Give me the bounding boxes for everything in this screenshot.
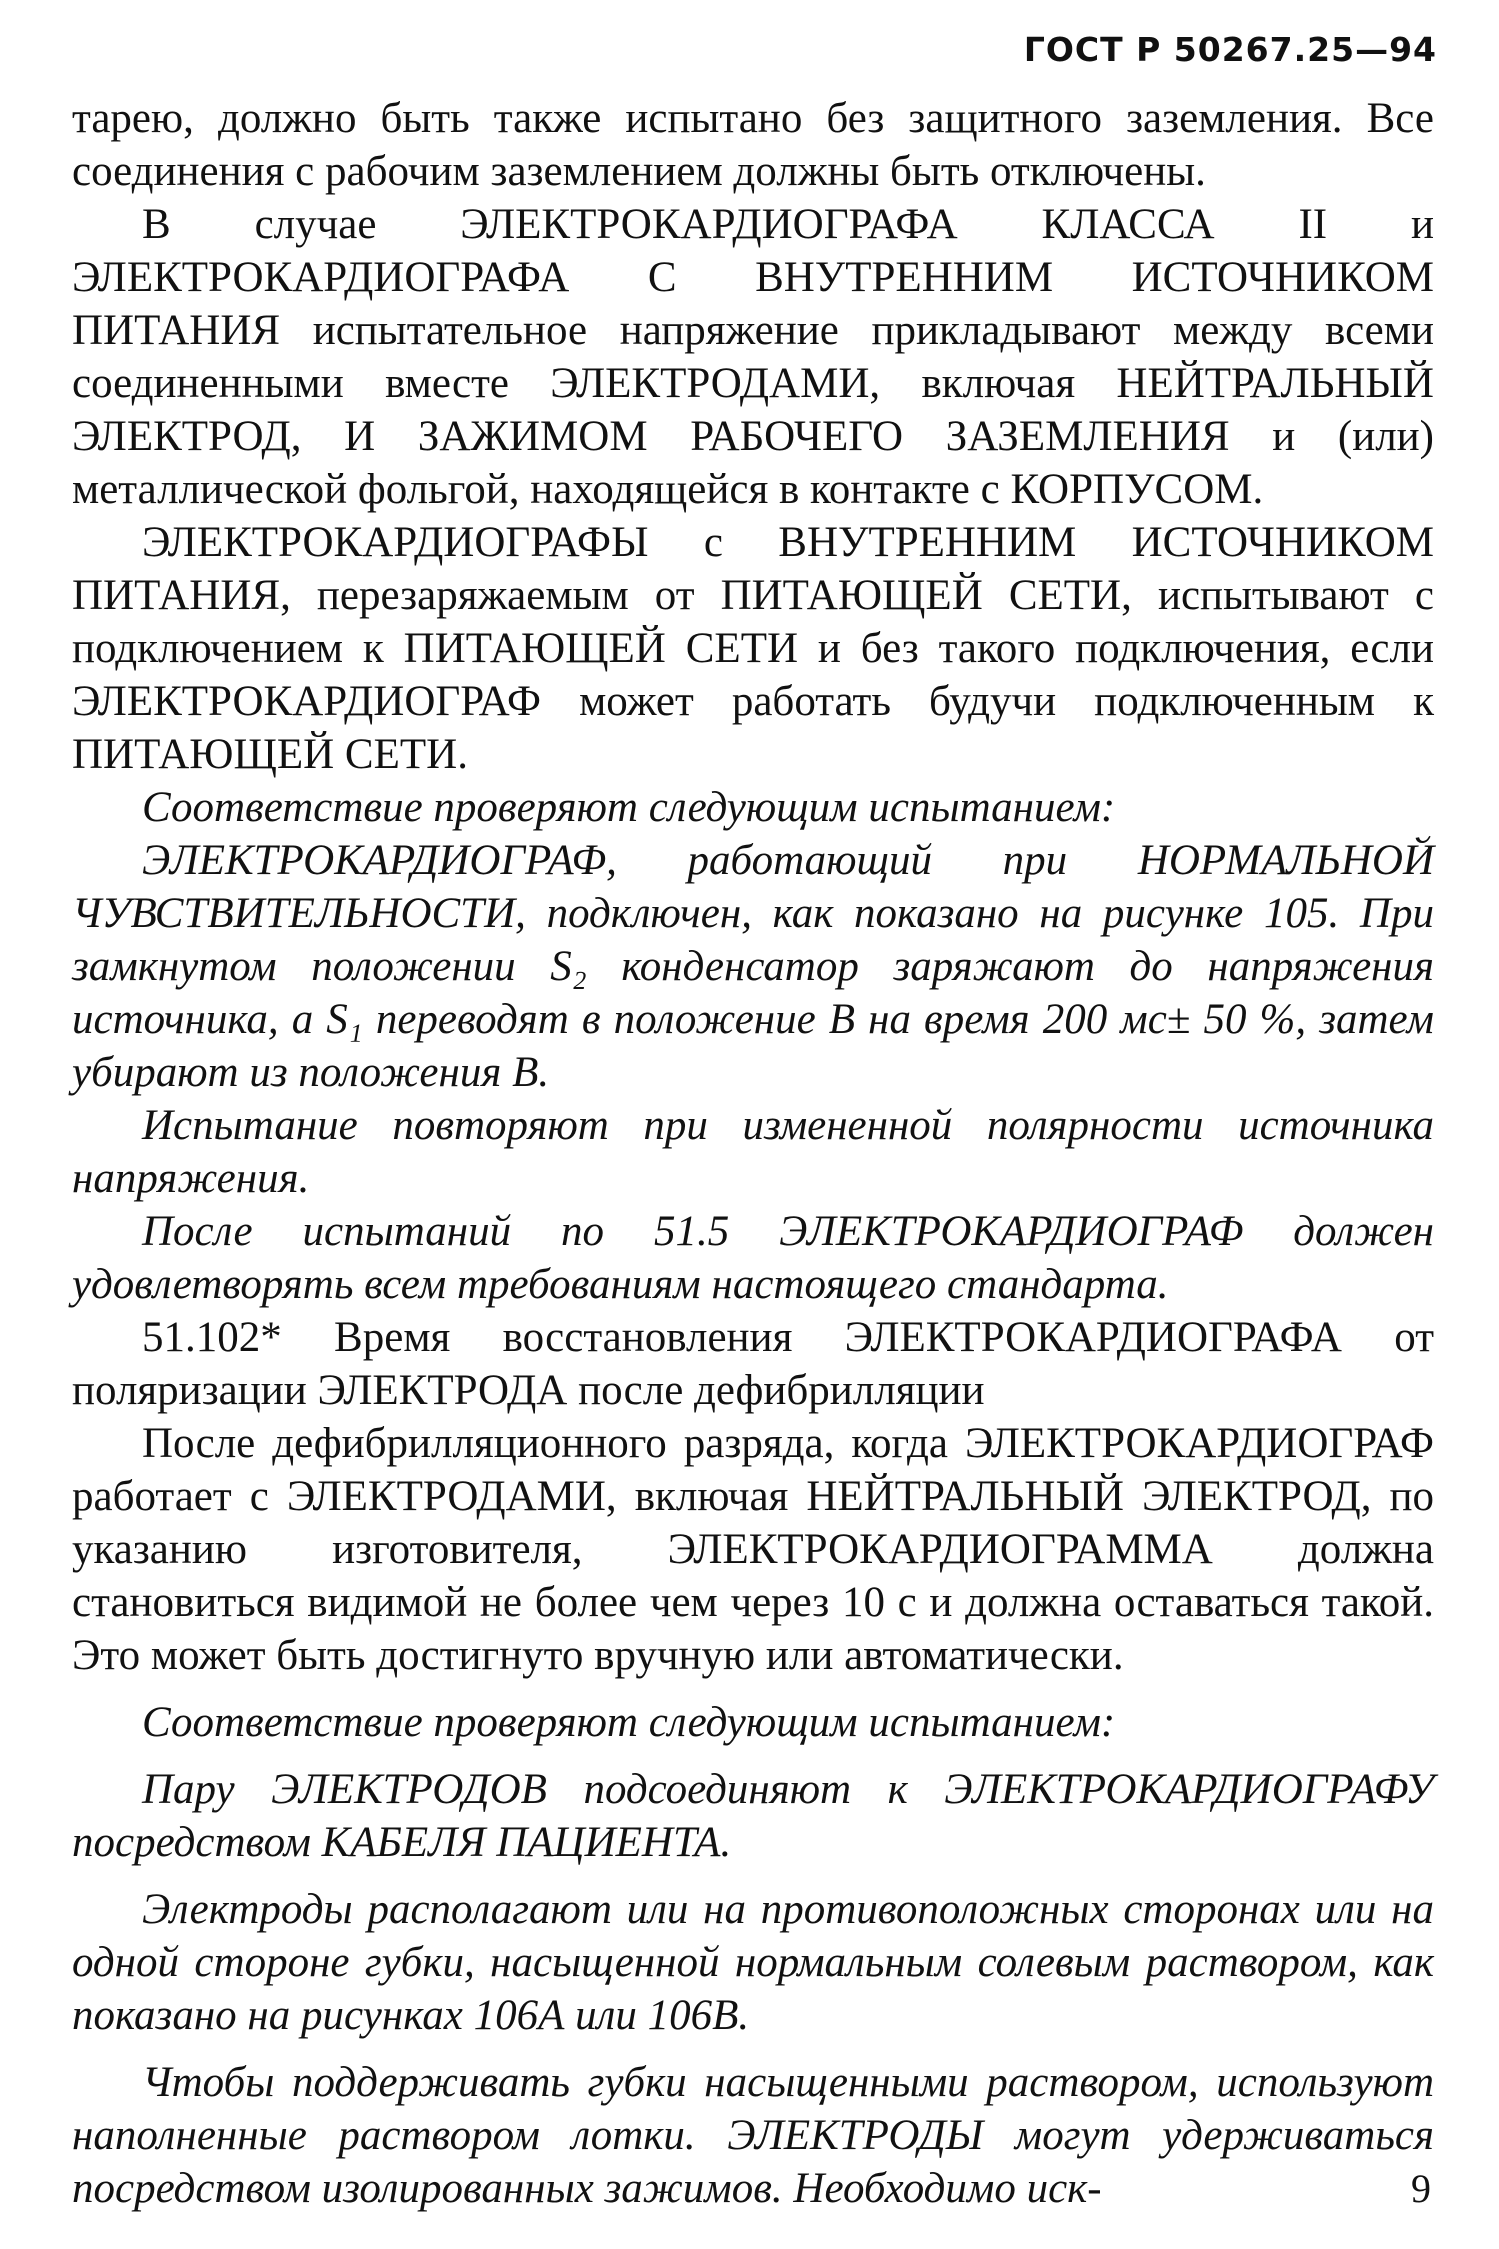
paragraph-continuation: тарею, должно быть также испытано без защитного заземления. Все соединения с рабочим заземлением должны быть отключены. <box>72 95 1434 195</box>
paragraph-internal-source: ЭЛЕКТРОКАРДИОГРАФЫ с ВНУТРЕННИМ ИСТОЧНИКОМ ПИТАНИЯ, перезаряжаемым от ПИТАЮЩЕЙ СЕТИ, испытывают с подключением к ПИТАЮЩЕЙ СЕТИ и без такого подключения, если ЭЛЕКТРОКАРДИОГРАФ может работать будучи подключенным к ПИТАЮЩЕЙ СЕТИ. <box>72 519 1434 778</box>
section-heading-51-102: 51.102* Время восстановления ЭЛЕКТРОКАРДИОГРАФА от поляризации ЭЛЕКТРОДА после дефибрилляции <box>72 1314 1434 1414</box>
paragraph-after-test: После испытаний по 51.5 ЭЛЕКТРОКАРДИОГРАФ должен удовлетворять всем требованиям настоящего стандарта. <box>72 1208 1434 1308</box>
paragraph-trays: Чтобы поддерживать губки насыщенными раствором, используют наполненные раствором лотки. ЭЛЕКТРОДЫ могут удерживаться посредством изолированных зажимов. Необходимо иск- <box>72 2059 1434 2212</box>
document-body <box>72 92 1434 2215</box>
page-number: 9 <box>1411 2166 1431 2211</box>
paragraph-compliance-check-1: Соответствие проверяют следующим испытанием: <box>142 784 1116 831</box>
paragraph-compliance-check-2: Соответствие проверяют следующим испытанием: <box>142 1699 1116 1746</box>
paragraph-electrode-pair: Пару ЭЛЕКТРОДОВ подсоединяют к ЭЛЕКТРОКАРДИОГРАФУ посредством КАБЕЛЯ ПАЦИЕНТА. <box>72 1766 1434 1866</box>
paragraph-class-ii-test: В случае ЭЛЕКТРОКАРДИОГРАФА КЛАССА II и ЭЛЕКТРОКАРДИОГРАФА С ВНУТРЕННИМ ИСТОЧНИКОМ ПИТАНИЯ испытательное напряжение прикладывают между всеми соединенными вместе ЭЛЕКТРОДАМИ, включая НЕЙТРАЛЬНЫЙ ЭЛЕКТРОД, И ЗАЖИМОМ РАБОЧЕГО ЗАЗЕМЛЕНИЯ и (или) металлической фольгой, находящейся в контакте с КОРПУСОМ. <box>72 201 1434 513</box>
document-header: ГОСТ Р 50267.25—94 <box>1023 30 1437 69</box>
paragraph-test-procedure: ЭЛЕКТРОКАРДИОГРАФ, работающий при НОРМАЛЬНОЙ ЧУВСТВИТЕЛЬНОСТИ, подключен, как показано на рисунке 105. При замкнутом положении S₂ конденсатор заряжают до напряжения источника, а S₁ переводят в положение В на время 200 мс± 50 %, затем убирают из положения В. <box>72 837 1434 1096</box>
paragraph-polarity-repeat: Испытание повторяют при измененной полярности источника напряжения. <box>72 1102 1434 1202</box>
paragraph-recovery-time: После дефибрилляционного разряда, когда ЭЛЕКТРОКАРДИОГРАФ работает с ЭЛЕКТРОДАМИ, включая НЕЙТРАЛЬНЫЙ ЭЛЕКТРОД, по указанию изготовителя, ЭЛЕКТРОКАРДИОГРАММА должна становиться видимой не более чем через 10 с и должна оставаться такой. Это может быть достигнуто вручную или автоматически. <box>72 1420 1434 1679</box>
paragraph-sponge-placement: Электроды располагают или на противоположных сторонах или на одной стороне губки, насыщенной нормальным солевым раствором, как показано на рисунках 106А или 106В. <box>72 1886 1434 2039</box>
